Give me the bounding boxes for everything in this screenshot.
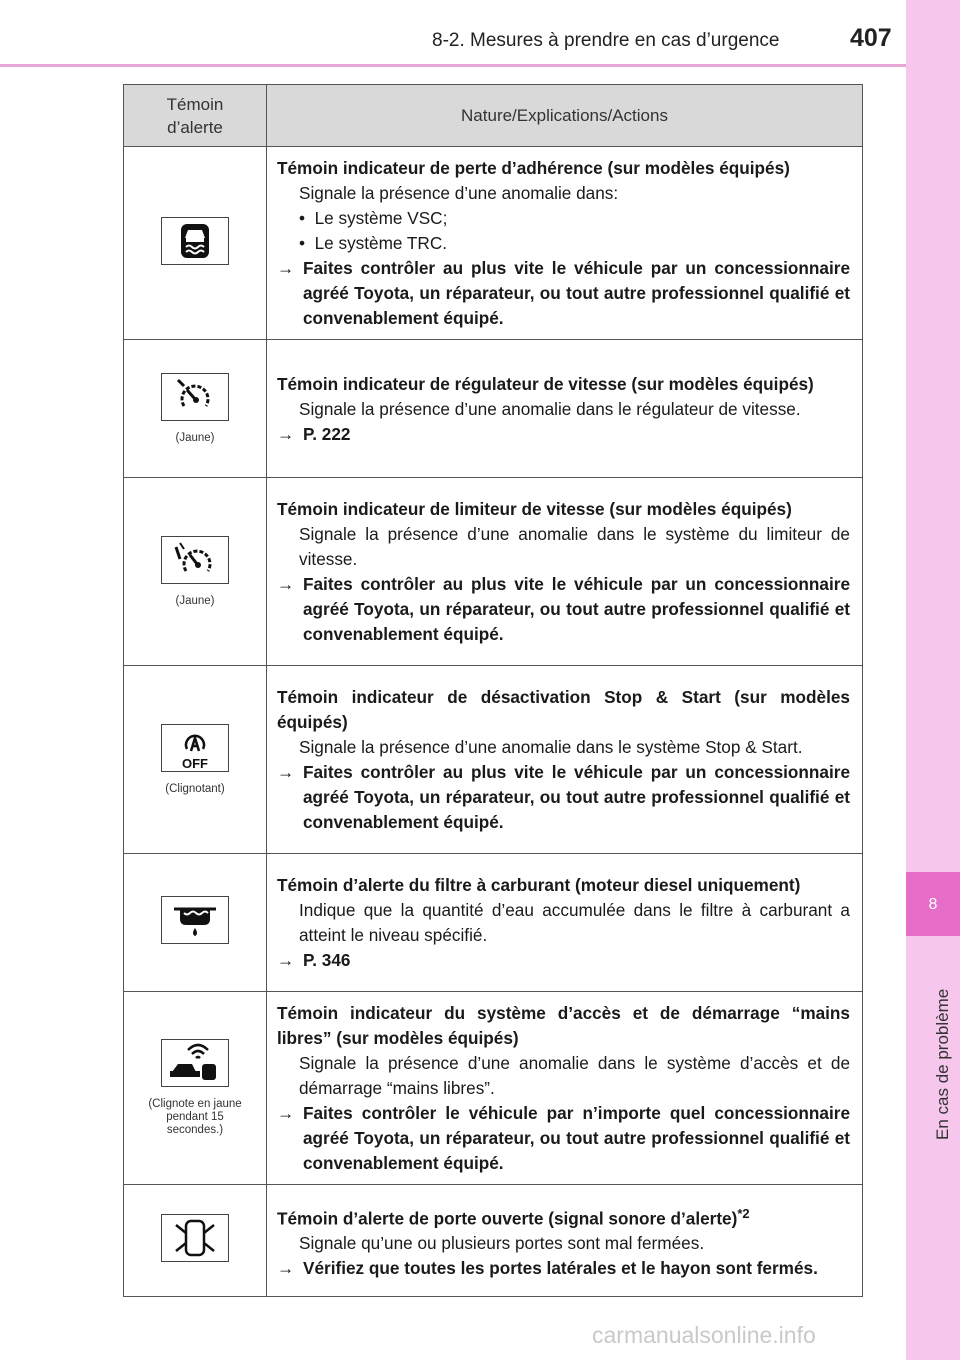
description-cell bbox=[267, 666, 863, 854]
row-action bbox=[277, 1101, 850, 1176]
row-text: Signale la présence d’une anomalie dans: bbox=[299, 183, 619, 203]
description-cell bbox=[267, 992, 863, 1185]
arrow-icon: → bbox=[277, 574, 295, 594]
icon-caption: (Clignotant) bbox=[165, 782, 225, 795]
action-text: Faites contrôler au plus vite le véhicule par un concessionnaire agréé Toyota, un réparateur, ou tout autre professionnel qualifié et convenablement équipé. bbox=[303, 258, 850, 328]
footnote-marker: *2 bbox=[737, 1205, 750, 1221]
skid-indicator-icon bbox=[161, 217, 229, 265]
description-cell bbox=[267, 854, 863, 992]
table-row bbox=[124, 478, 863, 666]
row-text: Signale qu’une ou plusieurs portes sont mal fermées. bbox=[299, 1233, 705, 1254]
icon-cell bbox=[124, 992, 267, 1185]
row-title: Témoin indicateur de désactivation Stop & Start (sur modèles équipés) bbox=[277, 687, 850, 732]
row-text: Indique que la quantité d’eau accumulée dans le filtre à carburant a atteint le niveau spécifié. bbox=[299, 900, 850, 945]
stop-start-off-icon bbox=[161, 724, 229, 772]
column-header-warning-light: Témoin d’alerte bbox=[124, 85, 267, 147]
icon-cell bbox=[124, 854, 267, 992]
cruise-control-icon bbox=[161, 373, 229, 421]
arrow-icon: → bbox=[277, 1103, 295, 1123]
list-item: • Le système VSC; bbox=[299, 208, 448, 228]
row-text: Signale la présence d’une anomalie dans le système du limiteur de vitesse. bbox=[299, 524, 850, 569]
row-title-text: Témoin d’alerte de porte ouverte (signal sonore d’alerte) bbox=[277, 1208, 738, 1229]
row-title: Témoin indicateur du système d’accès et de démarrage “mains libres” (sur modèles équipés) bbox=[277, 1003, 850, 1048]
row-action bbox=[277, 256, 850, 331]
list-item: • Le système TRC. bbox=[299, 233, 448, 253]
action-text: Faites contrôler au plus vite le véhicule par un concessionnaire agréé Toyota, un réparateur, ou tout autre professionnel qualifié et convenablement équipé. bbox=[303, 574, 850, 644]
description-cell bbox=[267, 1185, 863, 1297]
icon-cell bbox=[124, 1185, 267, 1297]
table-row bbox=[124, 147, 863, 340]
chapter-number: 8 bbox=[928, 896, 938, 913]
bullet-text: Le système VSC; bbox=[314, 208, 448, 228]
fuel-filter-icon bbox=[161, 896, 229, 944]
icon-cell bbox=[124, 478, 267, 666]
chapter-label: En cas de problème bbox=[933, 988, 952, 1140]
action-text: Faites contrôler le véhicule par n’importe quel concessionnaire agréé Toyota, un réparateur, ou tout autre professionnel qualifié et convenablement équipé. bbox=[303, 1103, 850, 1173]
page-number: 407 bbox=[850, 24, 892, 52]
page-reference[interactable]: P. 346 bbox=[303, 950, 351, 970]
row-text: Signale la présence d’une anomalie dans le système d’accès et de démarrage “mains libres”. bbox=[299, 1053, 850, 1098]
row-title: Témoin indicateur de perte d’adhérence (sur modèles équipés) bbox=[277, 158, 790, 178]
table-row bbox=[124, 992, 863, 1185]
header-rule bbox=[0, 64, 906, 67]
action-text: Faites contrôler au plus vite le véhicule par un concessionnaire agréé Toyota, un réparateur, ou tout autre professionnel qualifié et convenablement équipé. bbox=[303, 762, 850, 832]
arrow-icon: → bbox=[277, 1258, 295, 1279]
table-header-row bbox=[124, 85, 863, 147]
icon-label: OFF bbox=[182, 755, 208, 771]
open-door-icon bbox=[161, 1214, 229, 1262]
arrow-icon: → bbox=[277, 423, 295, 444]
table-row bbox=[124, 1185, 863, 1297]
arrow-icon: → bbox=[277, 950, 295, 970]
row-action bbox=[277, 1256, 850, 1281]
column-header-explanations: Nature/Explications/Actions bbox=[267, 85, 863, 147]
watermark: carmanualsonline.info bbox=[592, 1322, 816, 1348]
arrow-icon: → bbox=[277, 762, 295, 782]
icon-caption: (Jaune) bbox=[175, 431, 215, 444]
icon-cell bbox=[124, 147, 267, 340]
table-row bbox=[124, 340, 863, 478]
row-title: Témoin d’alerte du filtre à carburant (moteur diesel uniquement) bbox=[277, 875, 801, 895]
row-action bbox=[277, 572, 850, 647]
row-text: Signale la présence d’une anomalie dans le régulateur de vitesse. bbox=[299, 398, 801, 419]
icon-cell bbox=[124, 666, 267, 854]
bullet-text: Le système TRC. bbox=[314, 233, 448, 253]
row-title: Témoin indicateur de limiteur de vitesse (sur modèles équipés) bbox=[277, 499, 792, 519]
description-cell bbox=[267, 340, 863, 478]
row-title: Témoin indicateur de régulateur de vitesse (sur modèles équipés) bbox=[277, 373, 814, 394]
description-cell bbox=[267, 147, 863, 340]
icon-cell bbox=[124, 340, 267, 478]
row-title bbox=[277, 1201, 850, 1232]
action-text: Vérifiez que toutes les portes latérales et le hayon sont fermés. bbox=[303, 1258, 818, 1279]
chapter-side-tab bbox=[906, 0, 960, 1360]
row-action bbox=[277, 760, 850, 835]
speed-limiter-icon bbox=[161, 536, 229, 584]
arrow-icon: → bbox=[277, 258, 295, 278]
icon-caption: (Clignote en jaune pendant 15 secondes.) bbox=[148, 1098, 242, 1136]
page-reference[interactable]: P. 222 bbox=[303, 423, 351, 444]
row-text: Signale la présence d’une anomalie dans le système Stop & Start. bbox=[299, 737, 803, 757]
row-action bbox=[277, 422, 850, 447]
icon-caption: (Jaune) bbox=[175, 594, 215, 607]
description-cell bbox=[267, 478, 863, 666]
row-action bbox=[277, 948, 850, 973]
section-title: 8-2. Mesures à prendre en cas d’urgence bbox=[432, 30, 780, 51]
table-row bbox=[124, 854, 863, 992]
table-row bbox=[124, 666, 863, 854]
smart-key-icon bbox=[161, 1039, 229, 1087]
warning-lights-table bbox=[123, 84, 863, 1297]
